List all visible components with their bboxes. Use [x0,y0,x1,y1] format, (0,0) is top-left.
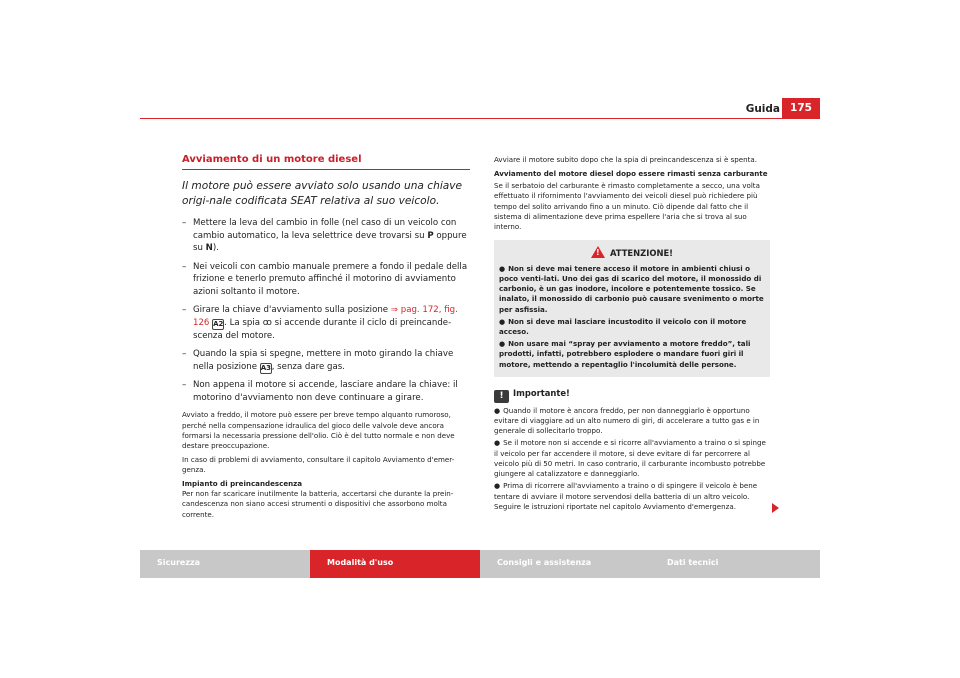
important-item: ● Se il motore non si accende e si ricorre all'avviamento a traino o si spinge il veicolo per far accendere il motore, si deve evitare di far percorrere al veicolo più di 50 metri. In caso contrario, il carburante incombusto potrebbe giungere al catalizzatore e danneggiarlo. [494,438,766,479]
warning-title: ! ATTENZIONE! [499,244,765,264]
warning-item: ● Non usare mai “spray per avviamento a motore freddo”, tali prodotti, infatti, potrebbero esplodere o mandare fuori giri il motore, mettendo a repentaglio l'incolumità delle persone. [499,339,751,369]
warning-item: ● Non si deve mai lasciare incustodito il veicolo con il motore acceso. [499,316,747,337]
section-lead: Il motore può essere avviato solo usando una chiave origi-nale codificata SEAT relativa al suo veicolo. [182,180,463,207]
step-dash: – [182,218,187,228]
important-item: ● Prima di ricorrere all'avviamento a traino o di spingere il veicolo è bene tentare di avviare il motore servendosi della batteria di un altro veicolo. Seguire le istruzioni riportate nel capitolo Avviamento d'emergenza. [494,481,758,511]
step-item: – Non appena il motore si accende, lasciare andare la chiave: il motorino d'avviamento non deve continuare a girare. [182,380,458,404]
figure-link[interactable]: pag. 172, fig. 126 [193,305,458,328]
step-dash: – [182,305,187,316]
important-icon: ! [494,390,509,403]
tab-modalita-uso[interactable]: Modalità d'uso [310,550,480,578]
note-heading: Avviamento del motore diesel dopo essere rimasti senza carburante [494,169,768,179]
note-paragraph: Per non far scaricare inutilmente la batteria, accertarsi che durante la prein-candescenza non siano accesi strumenti o dispositivi che assorbono molta corrente. [182,489,454,519]
warning-item: ● Non si deve mai tenere acceso il motore in ambienti chiusi o poco venti-lati. Uno dei gas di scarico del motore, il monossido di carbonio, è un gas inodore, incolore e potentemente tossico. Se inalato, il monossido di carbonio può causare svenimento o morte per asfissia. [499,263,764,314]
footer-nav [140,550,820,578]
next-page-arrow-icon[interactable] [772,503,779,513]
note-paragraph: In caso di problemi di avviamento, consultare il capitolo Avviamento d'emer-genza. [182,454,455,475]
note-paragraph: Se il serbatoio del carburante è rimasto completamente a secco, una volta effettuato il rifornimento l'avviamento dei veicoli diesel può richiedere più tempo del solito arrivando fino a un minuto. Ciò dipende dal fatto che il sistema di alimentazione deve prima espellere l'aria che si trova al suo interno. [494,180,760,232]
note-heading: Impianto di preincandescenza [182,478,303,488]
step-dash: – [182,380,187,391]
running-header: Guida [745,103,780,115]
steps-list [182,217,470,405]
important-item: ● Quando il motore è ancora freddo, per non danneggiarlo è opportuno evitare di viaggiare ad un alto numero di giri, di accelerare a tutto gas e in generale di sollecitarlo troppo. [494,405,760,436]
header-rule [140,118,820,119]
tab-consigli-assistenza[interactable]: Consigli e assistenza [480,550,650,578]
warning-triangle-icon: ! [591,246,605,258]
left-column [182,153,470,523]
right-notes [494,155,770,233]
glow-plug-icon: ꝏ [262,317,272,328]
note-paragraph: Avviato a freddo, il motore può essere per breve tempo alquanto rumoroso, perché nella compensazione idraulica del gioco delle valvole deve ancora formarsi la necessaria pressione dell'olio. Ciò è del tutto normale e non deve destare preoccupazione. [182,410,455,451]
warning-box [494,240,770,377]
step-dash: – [182,261,187,272]
bullet-icon: ● [494,482,501,491]
step-item: – Mettere la leva del cambio in folle (nel caso di un veicolo con cambio automatico, la leva selettrice deve trovarsi su P oppure su N). [182,218,467,254]
bullet-icon: ● [494,406,501,415]
left-notes [182,410,470,520]
bullet-icon: ● [499,317,506,326]
position-badge: A3 [260,363,272,372]
section-title: Avviamento di un motore diesel [182,153,470,170]
tab-sicurezza[interactable]: Sicurezza [140,550,310,578]
bullet-icon: ● [499,340,506,349]
right-column [494,155,770,514]
position-badge: A2 [213,319,224,328]
note-paragraph: Avviare il motore subito dopo che la spia di preincandescenza si è spenta. [494,155,758,164]
tab-dati-tecnici[interactable]: Dati tecnici [650,550,820,578]
step-item: – Nei veicoli con cambio manuale premere a fondo il pedale della frizione e tenerlo premuto affinché il motorino di avviamento azioni soltanto il motore. [182,261,468,298]
arrow-icon: ⇒ [390,305,398,316]
important-box [494,388,770,512]
step-item: – Quando la spia si spegne, mettere in moto girando la chiave nella posizione A3, senza dare gas. [182,349,454,372]
step-dash: – [182,349,187,360]
bullet-icon: ● [494,439,501,448]
important-title: ! Importante! [494,388,770,403]
step-item: – Girare la chiave d'avviamento sulla posizione ⇒ pag. 172, fig. 126 A2. La spia ꝏ si accende durante il ciclo di preincande-scenza del motore. [182,305,458,341]
page-number: 175 [782,98,820,118]
bullet-icon: ● [499,264,506,273]
